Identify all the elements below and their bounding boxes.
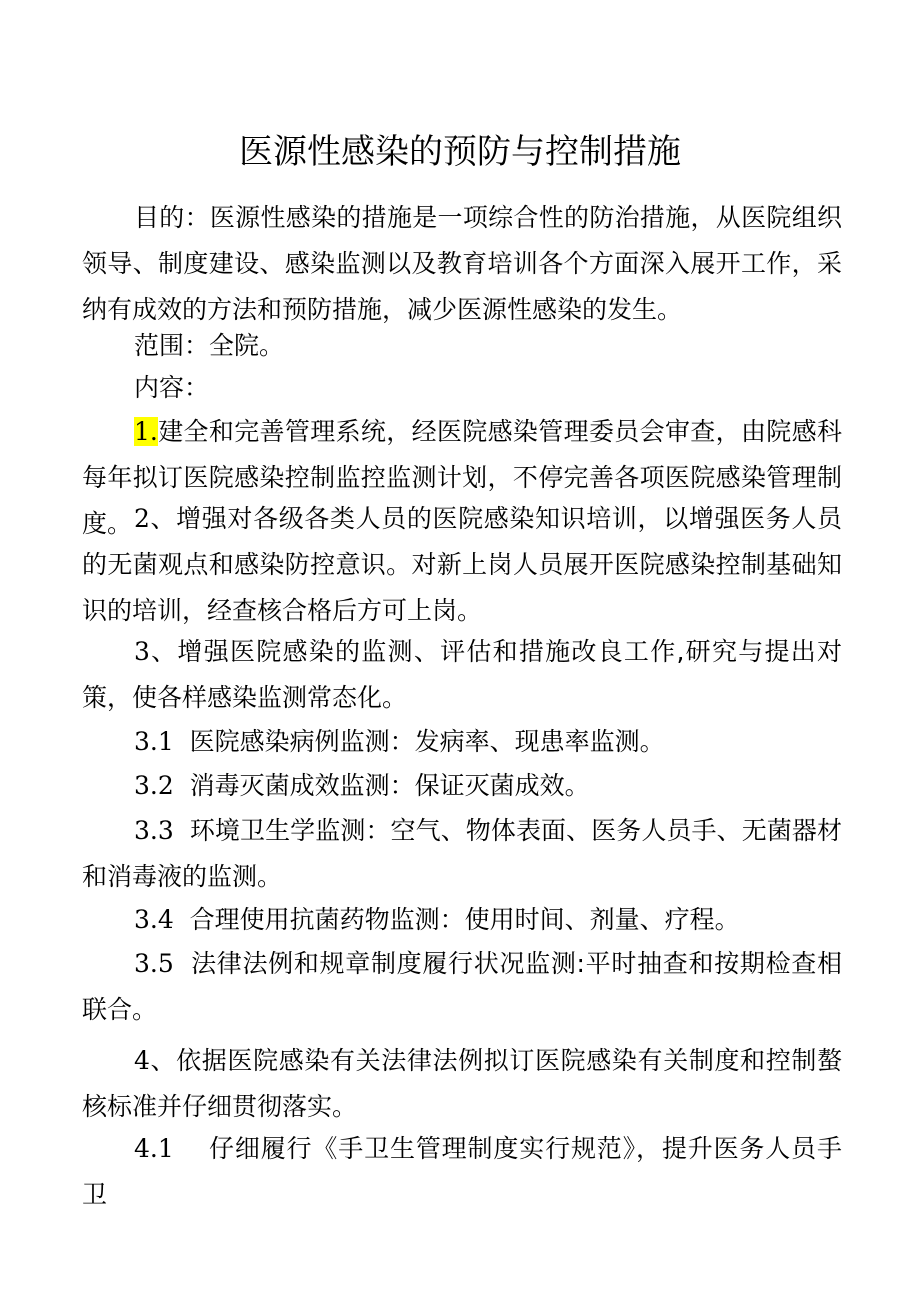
item-3-4-number: 3.4 bbox=[134, 905, 174, 934]
document-title: 医源性感染的预防与控制措施 bbox=[239, 132, 681, 172]
item-2-number: 2 bbox=[134, 504, 150, 533]
item-3-1-number: 3.1 bbox=[134, 727, 174, 756]
item-3-4-text: 合理使用抗菌药物监测：使用时间、剂量、疗程。 bbox=[189, 905, 740, 934]
item-3-5-paragraph bbox=[82, 941, 842, 1033]
item-3-4-paragraph bbox=[82, 897, 842, 943]
item-3-number: 3 bbox=[134, 637, 150, 666]
item-3-2-paragraph bbox=[82, 763, 842, 809]
purpose-paragraph: 目的：医源性感染的措施是一项综合性的防治措施，从医院组织领导、制度建设、感染监测以及教育培训各个方面深入展开工作，采纳有成效的方法和预防措施，减少医源性感染的发生。 bbox=[82, 203, 842, 324]
item-4-text: 、依据医院感染有关法律法例拟订医院感染有关制度和控制螯核标准并仔细贯彻落实。 bbox=[82, 1046, 842, 1121]
item-4-1-text: 仔细履行《手卫生管理制度实行规范》，提升医务人员手卫 bbox=[82, 1134, 842, 1209]
content-label: 内容： bbox=[134, 373, 210, 402]
scope-paragraph: 范围：全院。 bbox=[134, 331, 285, 360]
item-3-5-text: 法律法例和规章制度履行状况监测:平时抽查和按期检查相联合。 bbox=[82, 949, 842, 1024]
item-3-paragraph bbox=[82, 629, 842, 721]
item-2-text: 、增强对各级各类人员的医院感染知识培训，以增强医务人员的无菌观点和感染防控意识。对新上岗人员展开医院感染控制基础知识的培训，经查核合格后方可上岗。 bbox=[82, 504, 842, 625]
item-4-paragraph bbox=[82, 1038, 842, 1130]
item-3-3-number: 3.3 bbox=[134, 816, 174, 845]
item-3-1-text: 医院感染病例监测：发病率、现患率监测。 bbox=[189, 727, 665, 756]
item-3-3-paragraph bbox=[82, 808, 842, 900]
item-3-5-number: 3.5 bbox=[134, 949, 174, 978]
item-3-1-paragraph bbox=[82, 719, 842, 765]
item-4-1-number: 4.1 bbox=[134, 1134, 174, 1163]
item-2-paragraph bbox=[82, 496, 842, 634]
item-1-number: 1. bbox=[134, 417, 158, 446]
item-4-1-paragraph bbox=[82, 1126, 842, 1218]
item-1-text: 建全和完善管理系统，经医院感染管理委员会审查，由院感科每年拟订医院感染控制监控监测计划，不停完善各项医院感染管理制度。 bbox=[82, 417, 842, 538]
item-3-2-number: 3.2 bbox=[134, 771, 174, 800]
item-4-number: 4 bbox=[134, 1046, 150, 1075]
item-3-text: 、增强医院感染的监测、评估和措施改良工作,研究与提出对策，使各样感染监测常态化。 bbox=[82, 637, 842, 712]
item-3-3-text: 环境卫生学监测：空气、物体表面、医务人员手、无菌器材和消毒液的监测。 bbox=[82, 816, 842, 891]
item-3-2-text: 消毒灭菌成效监测：保证灭菌成效。 bbox=[189, 771, 590, 800]
